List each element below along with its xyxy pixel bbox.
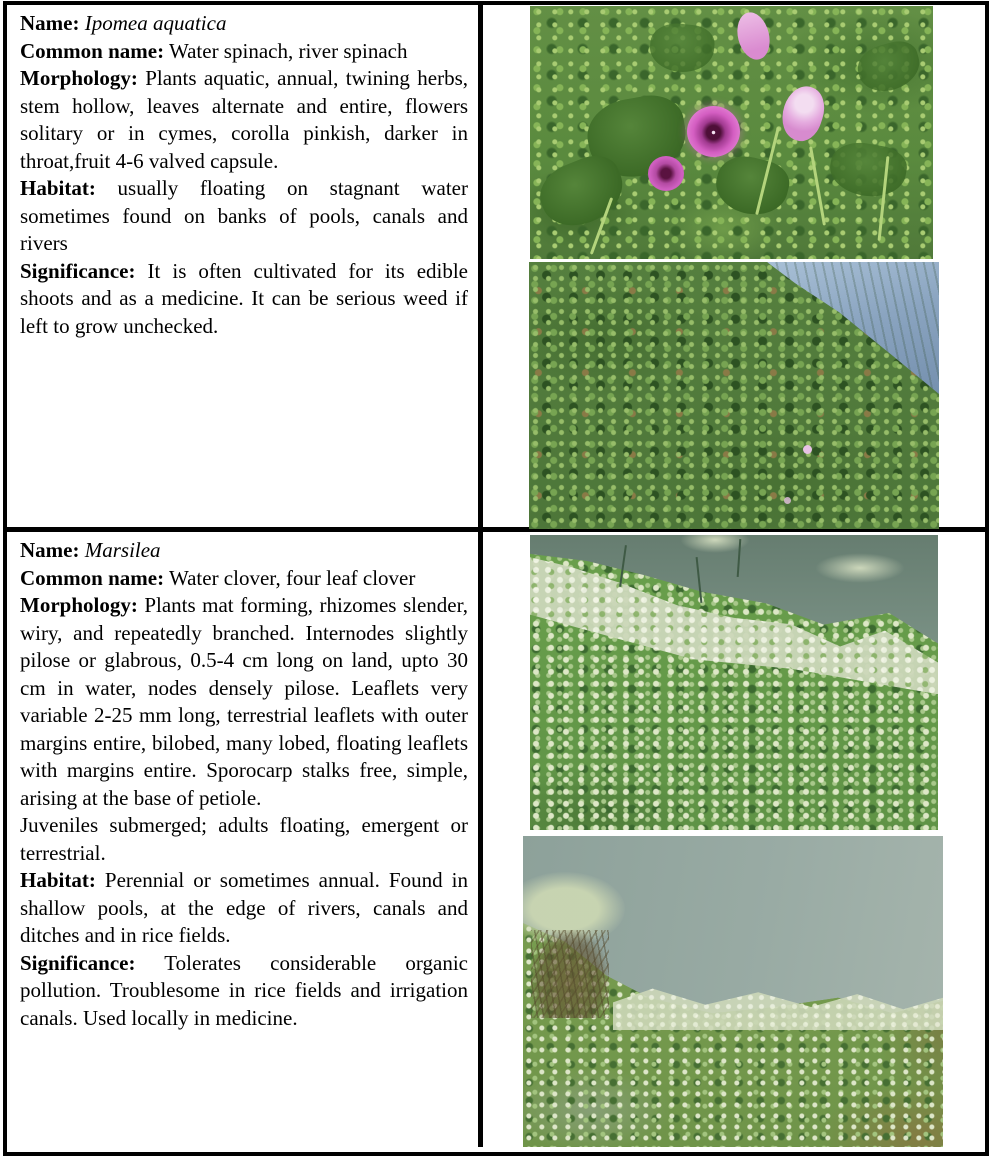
floating-clover-patch bbox=[815, 553, 905, 583]
flower-speck bbox=[784, 497, 791, 504]
flower-main-shape bbox=[687, 106, 740, 157]
field-value: Plants aquatic, annual, twining herbs, stem hollow, leaves alternate and entire, flowers solitary or in cymes, corolla pinkish, darker in throat,fruit 4-6 valved capsule. bbox=[20, 66, 469, 173]
photo-marsilea-mat bbox=[530, 535, 938, 830]
flower-small-shape bbox=[648, 156, 684, 191]
water-surface-shape bbox=[739, 262, 939, 394]
field-significance bbox=[20, 258, 468, 341]
field-name bbox=[20, 537, 468, 565]
photo-ipomea-flowers bbox=[530, 6, 933, 259]
field-label: Name: bbox=[20, 11, 80, 35]
field-value: Perennial or sometimes annual. Found in shallow pools, at the edge of rivers, canals and ditches and in rice fields. bbox=[20, 868, 468, 947]
leaf-shape bbox=[853, 36, 925, 97]
description-cell-ipomea bbox=[7, 5, 483, 527]
leaf-shape bbox=[710, 150, 793, 222]
field-habitat bbox=[20, 175, 468, 258]
twiggy-bush-shape bbox=[531, 930, 609, 1018]
species-table bbox=[3, 1, 989, 1156]
table-row-marsilea bbox=[7, 532, 985, 1147]
field-value: It is often cultivated for its edible shoots and as a medicine. It can be serious weed if left to grow unchecked. bbox=[20, 258, 469, 338]
field-label: Morphology: bbox=[20, 66, 138, 90]
flower-side-shape bbox=[775, 81, 830, 146]
field-significance bbox=[20, 950, 468, 1033]
flower-speck bbox=[803, 445, 812, 454]
field-label: Morphology: bbox=[20, 593, 138, 617]
field-label: Common name: bbox=[20, 38, 165, 63]
field-common-name bbox=[20, 565, 468, 593]
field-value: Water spinach, river spinach bbox=[168, 38, 408, 63]
field-value: Juveniles submerged; adults floating, emergent or terrestrial. bbox=[20, 813, 468, 865]
field-common-name bbox=[20, 38, 468, 66]
field-label: Habitat: bbox=[20, 868, 96, 892]
leaf-shape bbox=[826, 138, 910, 202]
field-value: Tolerates considerable organic pollution. Troublesome in rice fields and irrigation canals. Used locally in medicine. bbox=[20, 950, 468, 1030]
clover-waterline-band bbox=[613, 984, 943, 1030]
photo-marsilea-bank bbox=[523, 836, 943, 1147]
field-label: Common name: bbox=[20, 565, 165, 590]
field-value: usually floating on stagnant water sometimes found on banks of pools, canals and rivers bbox=[20, 176, 468, 255]
field-value: Water clover, four leaf clover bbox=[168, 565, 416, 590]
description-cell-marsilea bbox=[7, 532, 483, 1147]
grass-blade bbox=[809, 146, 826, 225]
field-habitat bbox=[20, 867, 468, 950]
species-name: Ipomea aquatica bbox=[84, 11, 227, 35]
table-row-ipomea bbox=[7, 5, 985, 532]
field-value: Plants mat forming, rhizomes slender, wiry, and repeatedly branched. Internodes slightly pilose or glabrous, 0.5-4 cm long on land, upto 30 cm in water, nodes densely pilose. Leaflets very variable 2-25 mm long, terrestrial leaflets with outer margins entire, bilobed, many lobed, floating leaflets with margins entire. Sporocarp stalks free, simple, arising at the base of petiole. bbox=[20, 593, 469, 810]
photo-cell-marsilea bbox=[483, 532, 985, 1147]
species-name: Marsilea bbox=[84, 538, 161, 562]
field-label: Significance: bbox=[20, 258, 136, 283]
leaf-shape bbox=[648, 21, 717, 75]
photo-ipomea-mat bbox=[529, 262, 939, 529]
field-morphology bbox=[20, 592, 468, 812]
field-label: Significance: bbox=[20, 950, 136, 975]
field-label: Habitat: bbox=[20, 176, 96, 200]
field-morphology bbox=[20, 65, 468, 175]
photo-cell-ipomea bbox=[483, 5, 985, 527]
field-label: Name: bbox=[20, 538, 80, 562]
flower-bud-shape bbox=[733, 9, 775, 63]
field-morphology-continued bbox=[20, 812, 468, 867]
field-name bbox=[20, 10, 468, 38]
